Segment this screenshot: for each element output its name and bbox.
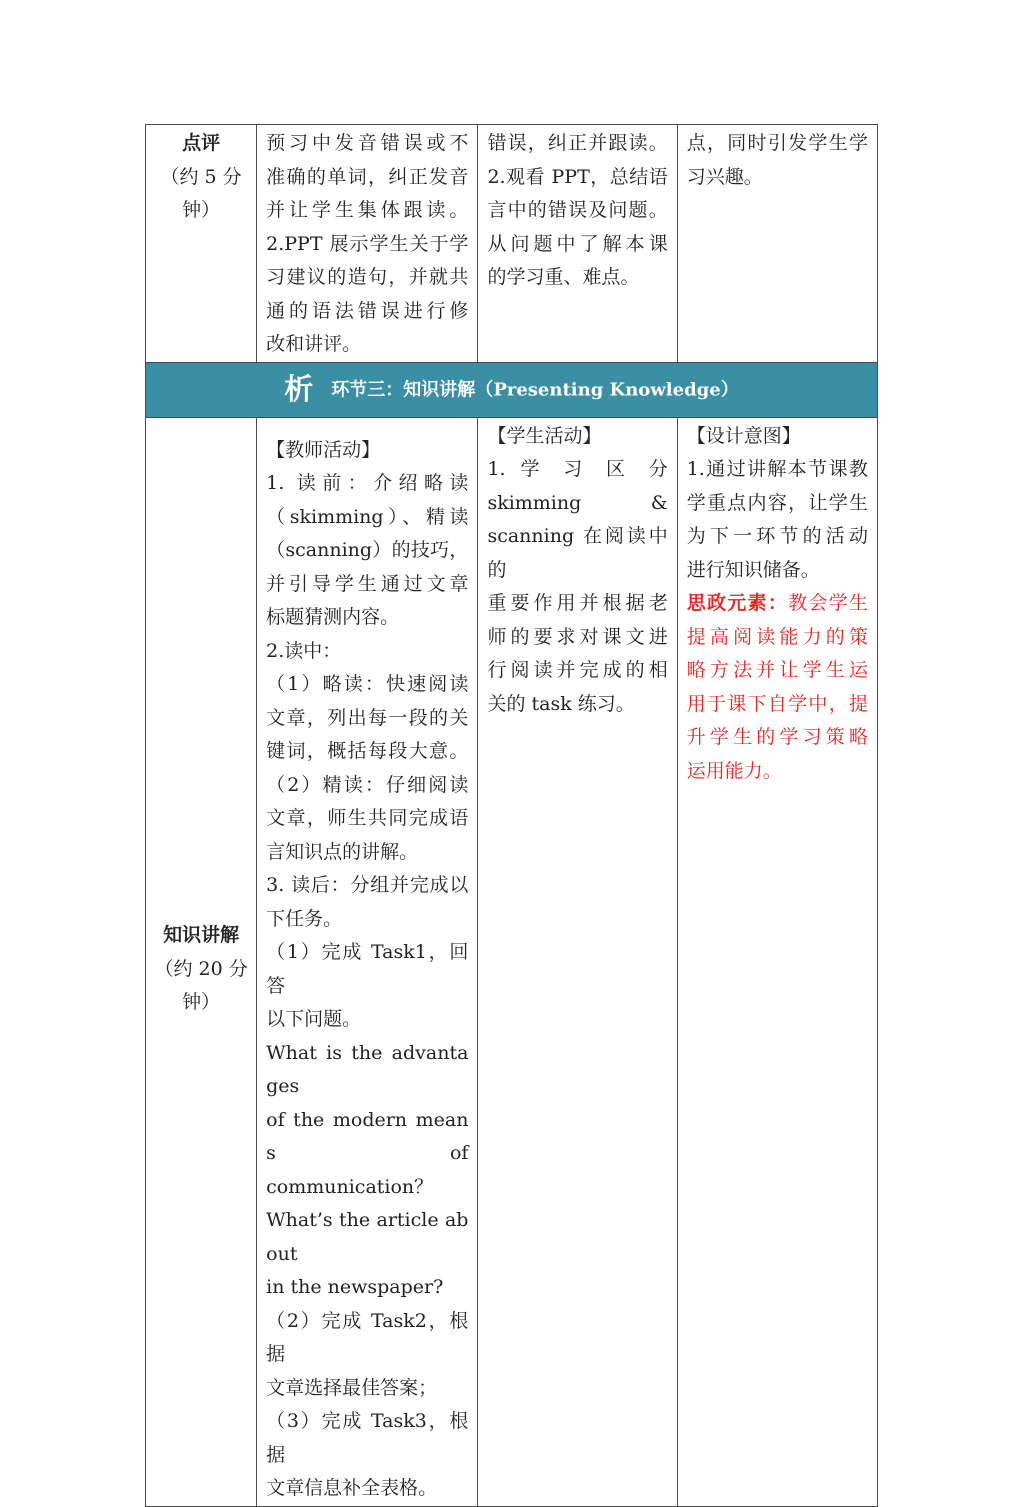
knowledge-teacher-line: 文章选择最佳答案；	[266, 1376, 438, 1399]
knowledge-teacher-line: communication？	[266, 1175, 434, 1198]
review-student-line: 从问题中了解本课	[487, 232, 668, 255]
knowledge-stage-time-line: 钟）	[182, 991, 221, 1014]
knowledge-teacher-line: （3）完成 Task3，根据	[266, 1410, 469, 1466]
knowledge-teacher-line: 1. 读前：介绍略读	[266, 472, 469, 494]
knowledge-teacher-line: 并引导学生通过文章	[266, 572, 469, 595]
knowledge-teacher-line: （scanning）的技巧，	[266, 539, 469, 561]
review-design-cell	[677, 125, 877, 363]
knowledge-teacher-line: of the modern means of	[266, 1108, 469, 1164]
ideological-element-line: 提高阅读能力的策	[686, 625, 868, 648]
knowledge-teacher-line: What is the advantages	[266, 1041, 469, 1097]
knowledge-teacher-line: （2）精读：仔细阅读	[266, 773, 469, 796]
review-stage-name: 点评	[182, 132, 221, 154]
ideological-element-line: 升学生的学习策略	[686, 726, 868, 748]
review-row	[146, 125, 878, 363]
knowledge-teacher-line: （1）略读：快速阅读	[266, 673, 469, 695]
section-header-english: Presenting Knowledge	[493, 378, 721, 400]
knowledge-row	[146, 417, 878, 1506]
review-teacher-line: 改和讲评。	[266, 333, 362, 355]
review-teacher-cell	[257, 125, 478, 363]
review-teacher-line: 习建议的造句，并就共	[266, 266, 469, 288]
knowledge-teacher-line: 文章信息补全表格。	[266, 1477, 438, 1499]
review-student-line: 言中的错误及问题。	[487, 199, 668, 221]
review-teacher-line: 并让学生集体跟读。	[266, 199, 469, 221]
knowledge-student-line: scanning 在阅读中的	[487, 525, 668, 581]
review-student-line: 的学习重、难点。	[487, 266, 640, 288]
section-header-char: 析	[284, 371, 314, 406]
review-design-line: 习兴趣。	[686, 165, 763, 188]
knowledge-teacher-line: 3. 读后：分组并完成以	[266, 874, 469, 896]
knowledge-design-cell	[677, 417, 877, 1506]
ideological-element-text: 教会学生	[788, 592, 868, 614]
knowledge-design-line: 学重点内容，让学生	[686, 491, 868, 514]
knowledge-teacher-cell	[257, 417, 478, 1506]
review-stage-time-line: 钟）	[182, 199, 221, 221]
knowledge-student-line: 师的要求对课文进	[487, 625, 668, 648]
knowledge-student-line: 重要作用并根据老	[487, 592, 668, 614]
ideological-element-line: 略方法并让学生运	[686, 659, 868, 681]
review-student-cell	[478, 125, 677, 363]
review-student-line: 2.观看 PPT，总结语	[487, 165, 668, 188]
lesson-plan-table	[145, 124, 878, 1507]
knowledge-stage-time-line: （约 20 分	[154, 957, 248, 980]
knowledge-design-line: 1.通过讲解本节课教	[686, 458, 868, 480]
knowledge-teacher-line: 言知识点的讲解。	[266, 840, 419, 863]
knowledge-teacher-line: 2.读中：	[266, 639, 342, 662]
ideological-element-label: 思政元素：	[686, 592, 789, 614]
review-teacher-line: 准确的单词，纠正发音	[266, 165, 469, 188]
knowledge-teacher-line: 文章，师生共同完成语	[266, 807, 469, 829]
knowledge-student-line: 关的 task 练习。	[487, 692, 635, 715]
ideological-element-line: 运用能力。	[686, 759, 782, 782]
section-header	[146, 362, 878, 417]
knowledge-teacher-line: 标题猜测内容。	[266, 606, 400, 628]
section-header-close: ）	[720, 378, 739, 400]
knowledge-teacher-line: 下任务。	[266, 907, 343, 930]
knowledge-teacher-line: 以下问题。	[266, 1008, 362, 1030]
review-teacher-line: 通的语法错误进行修	[266, 299, 469, 322]
knowledge-teacher-line: What’s the article about	[266, 1209, 469, 1265]
knowledge-stage-cell	[146, 417, 257, 1506]
section-header-row	[146, 362, 878, 417]
knowledge-teacher-line: in the newspaper?	[266, 1276, 444, 1298]
knowledge-teacher-line: （1）完成 Task1，回答	[266, 941, 469, 997]
knowledge-design-line: 进行知识储备。	[686, 558, 820, 581]
knowledge-teacher-line: （2）完成 Task2，根据	[266, 1309, 469, 1365]
knowledge-teacher-line: （skimming）、精读	[266, 505, 469, 528]
review-stage-time-line: （约 5 分	[160, 165, 242, 188]
review-student-line: 错误，纠正并跟读。	[487, 132, 668, 154]
knowledge-stage-name: 知识讲解	[163, 924, 240, 947]
review-stage-cell	[146, 125, 257, 363]
student-activity-heading: 【学生活动】	[487, 424, 602, 447]
ideological-element-line	[687, 587, 868, 621]
knowledge-student-line: 行阅读并完成的相	[487, 659, 668, 681]
knowledge-teacher-line: 键词，概括每段大意。	[266, 740, 469, 762]
knowledge-student-line: skimming &	[487, 491, 668, 514]
design-intent-heading: 【设计意图】	[686, 424, 801, 447]
section-header-label: 环节三：知识讲解（	[331, 378, 494, 400]
ideological-element-line: 用于课下自学中，提	[686, 692, 868, 715]
knowledge-design-line: 为下一环节的活动	[686, 525, 868, 547]
knowledge-teacher-line: 文章，列出每一段的关	[266, 706, 469, 729]
review-teacher-line: 预习中发音错误或不	[266, 132, 469, 154]
teacher-activity-heading: 【教师活动】	[266, 438, 381, 461]
knowledge-student-cell	[478, 417, 677, 1506]
review-teacher-line: 2.PPT 展示学生关于学	[266, 232, 469, 255]
knowledge-student-line: 1. 学 习 区 分	[487, 458, 668, 480]
review-design-line: 点，同时引发学生学	[686, 132, 868, 154]
